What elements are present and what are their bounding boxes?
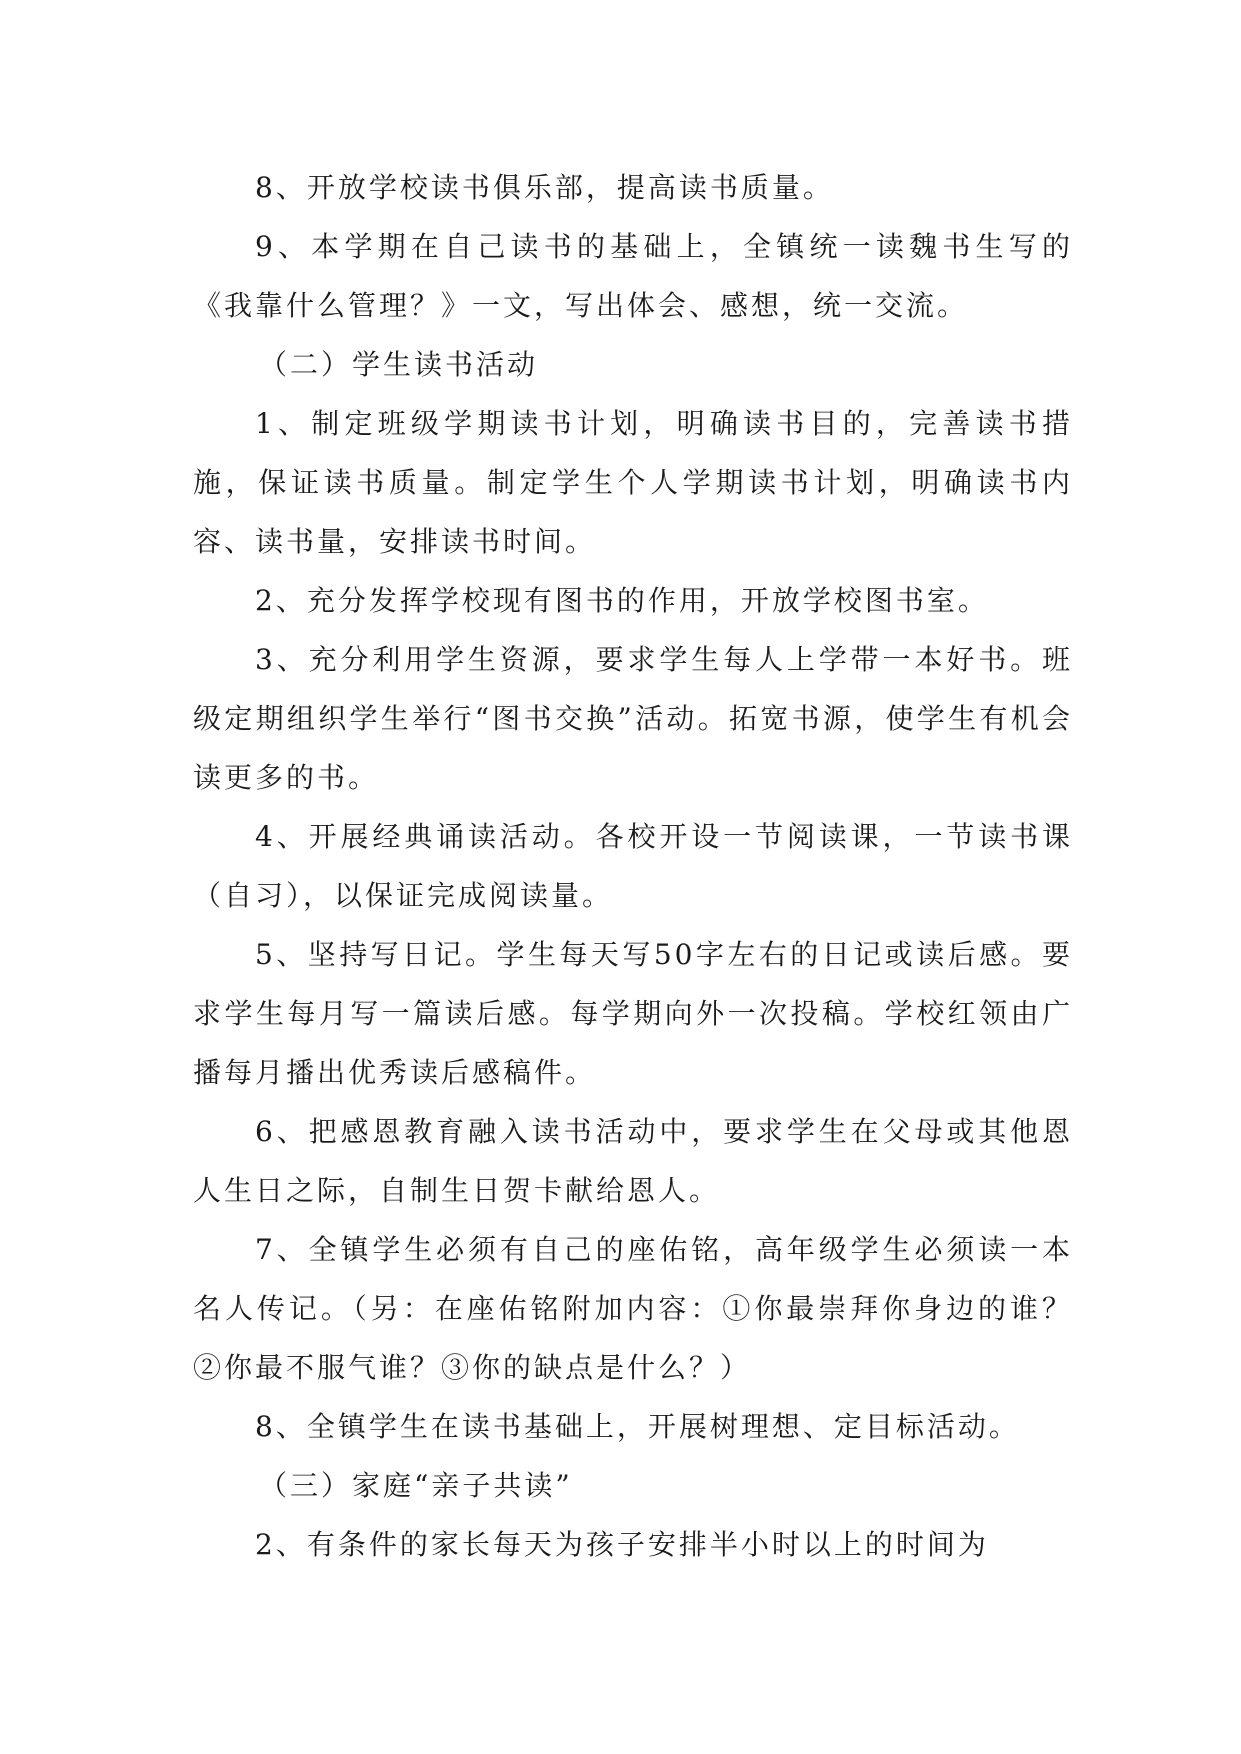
paragraph-student-item-2: 2、充分发挥学校现有图书的作用，开放学校图书室。 <box>255 584 989 617</box>
paragraph-student-item-1: 1、制定班级学期读书计划，明确读书目的，完善读书措施，保证读书质量。制定学生个人学期读书计划，明确读书内容、读书量，安排读书时间。 <box>193 407 1073 558</box>
paragraph-student-item-5: 5、坚持写日记。学生每天写50字左右的日记或读后感。要求学生每月写一篇读后感。每学期向外一次投稿。学校红领由广播每月播出优秀读后感稿件。 <box>193 938 1073 1089</box>
paragraph-student-item-6: 6、把感恩教育融入读书活动中，要求学生在父母或其他恩人生日之际，自制生日贺卡献给恩人。 <box>193 1115 1073 1207</box>
paragraph-student-item-8: 8、全镇学生在读书基础上，开展树理想、定目标活动。 <box>255 1410 1020 1443</box>
document-body <box>193 158 1073 1574</box>
paragraph-family-item-2: 2、有条件的家长每天为孩子安排半小时以上的时间为 <box>255 1528 989 1561</box>
paragraph-teacher-item-9: 9、本学期在自己读书的基础上，全镇统一读魏书生写的《我靠什么管理？》一文，写出体会、感想，统一交流。 <box>193 230 1073 322</box>
paragraph-student-item-3: 3、充分利用学生资源，要求学生每人上学带一本好书。班级定期组织学生举行“图书交换”活动。拓宽书源，使学生有机会读更多的书。 <box>193 643 1073 794</box>
paragraph-student-item-4: 4、开展经典诵读活动。各校开设一节阅读课，一节读书课（自习），以保证完成阅读量。 <box>193 820 1073 912</box>
section-heading-student-reading: （二）学生读书活动 <box>259 348 539 381</box>
section-heading-family-reading: （三）家庭“亲子共读” <box>259 1469 573 1502</box>
paragraph-student-item-7: 7、全镇学生必须有自己的座佑铭，高年级学生必须读一本名人传记。（另：在座佑铭附加内容：①你最崇拜你身边的谁？②你最不服气谁？③你的缺点是什么？） <box>193 1233 1073 1384</box>
paragraph-teacher-item-8: 8、开放学校读书俱乐部，提高读书质量。 <box>255 171 834 204</box>
